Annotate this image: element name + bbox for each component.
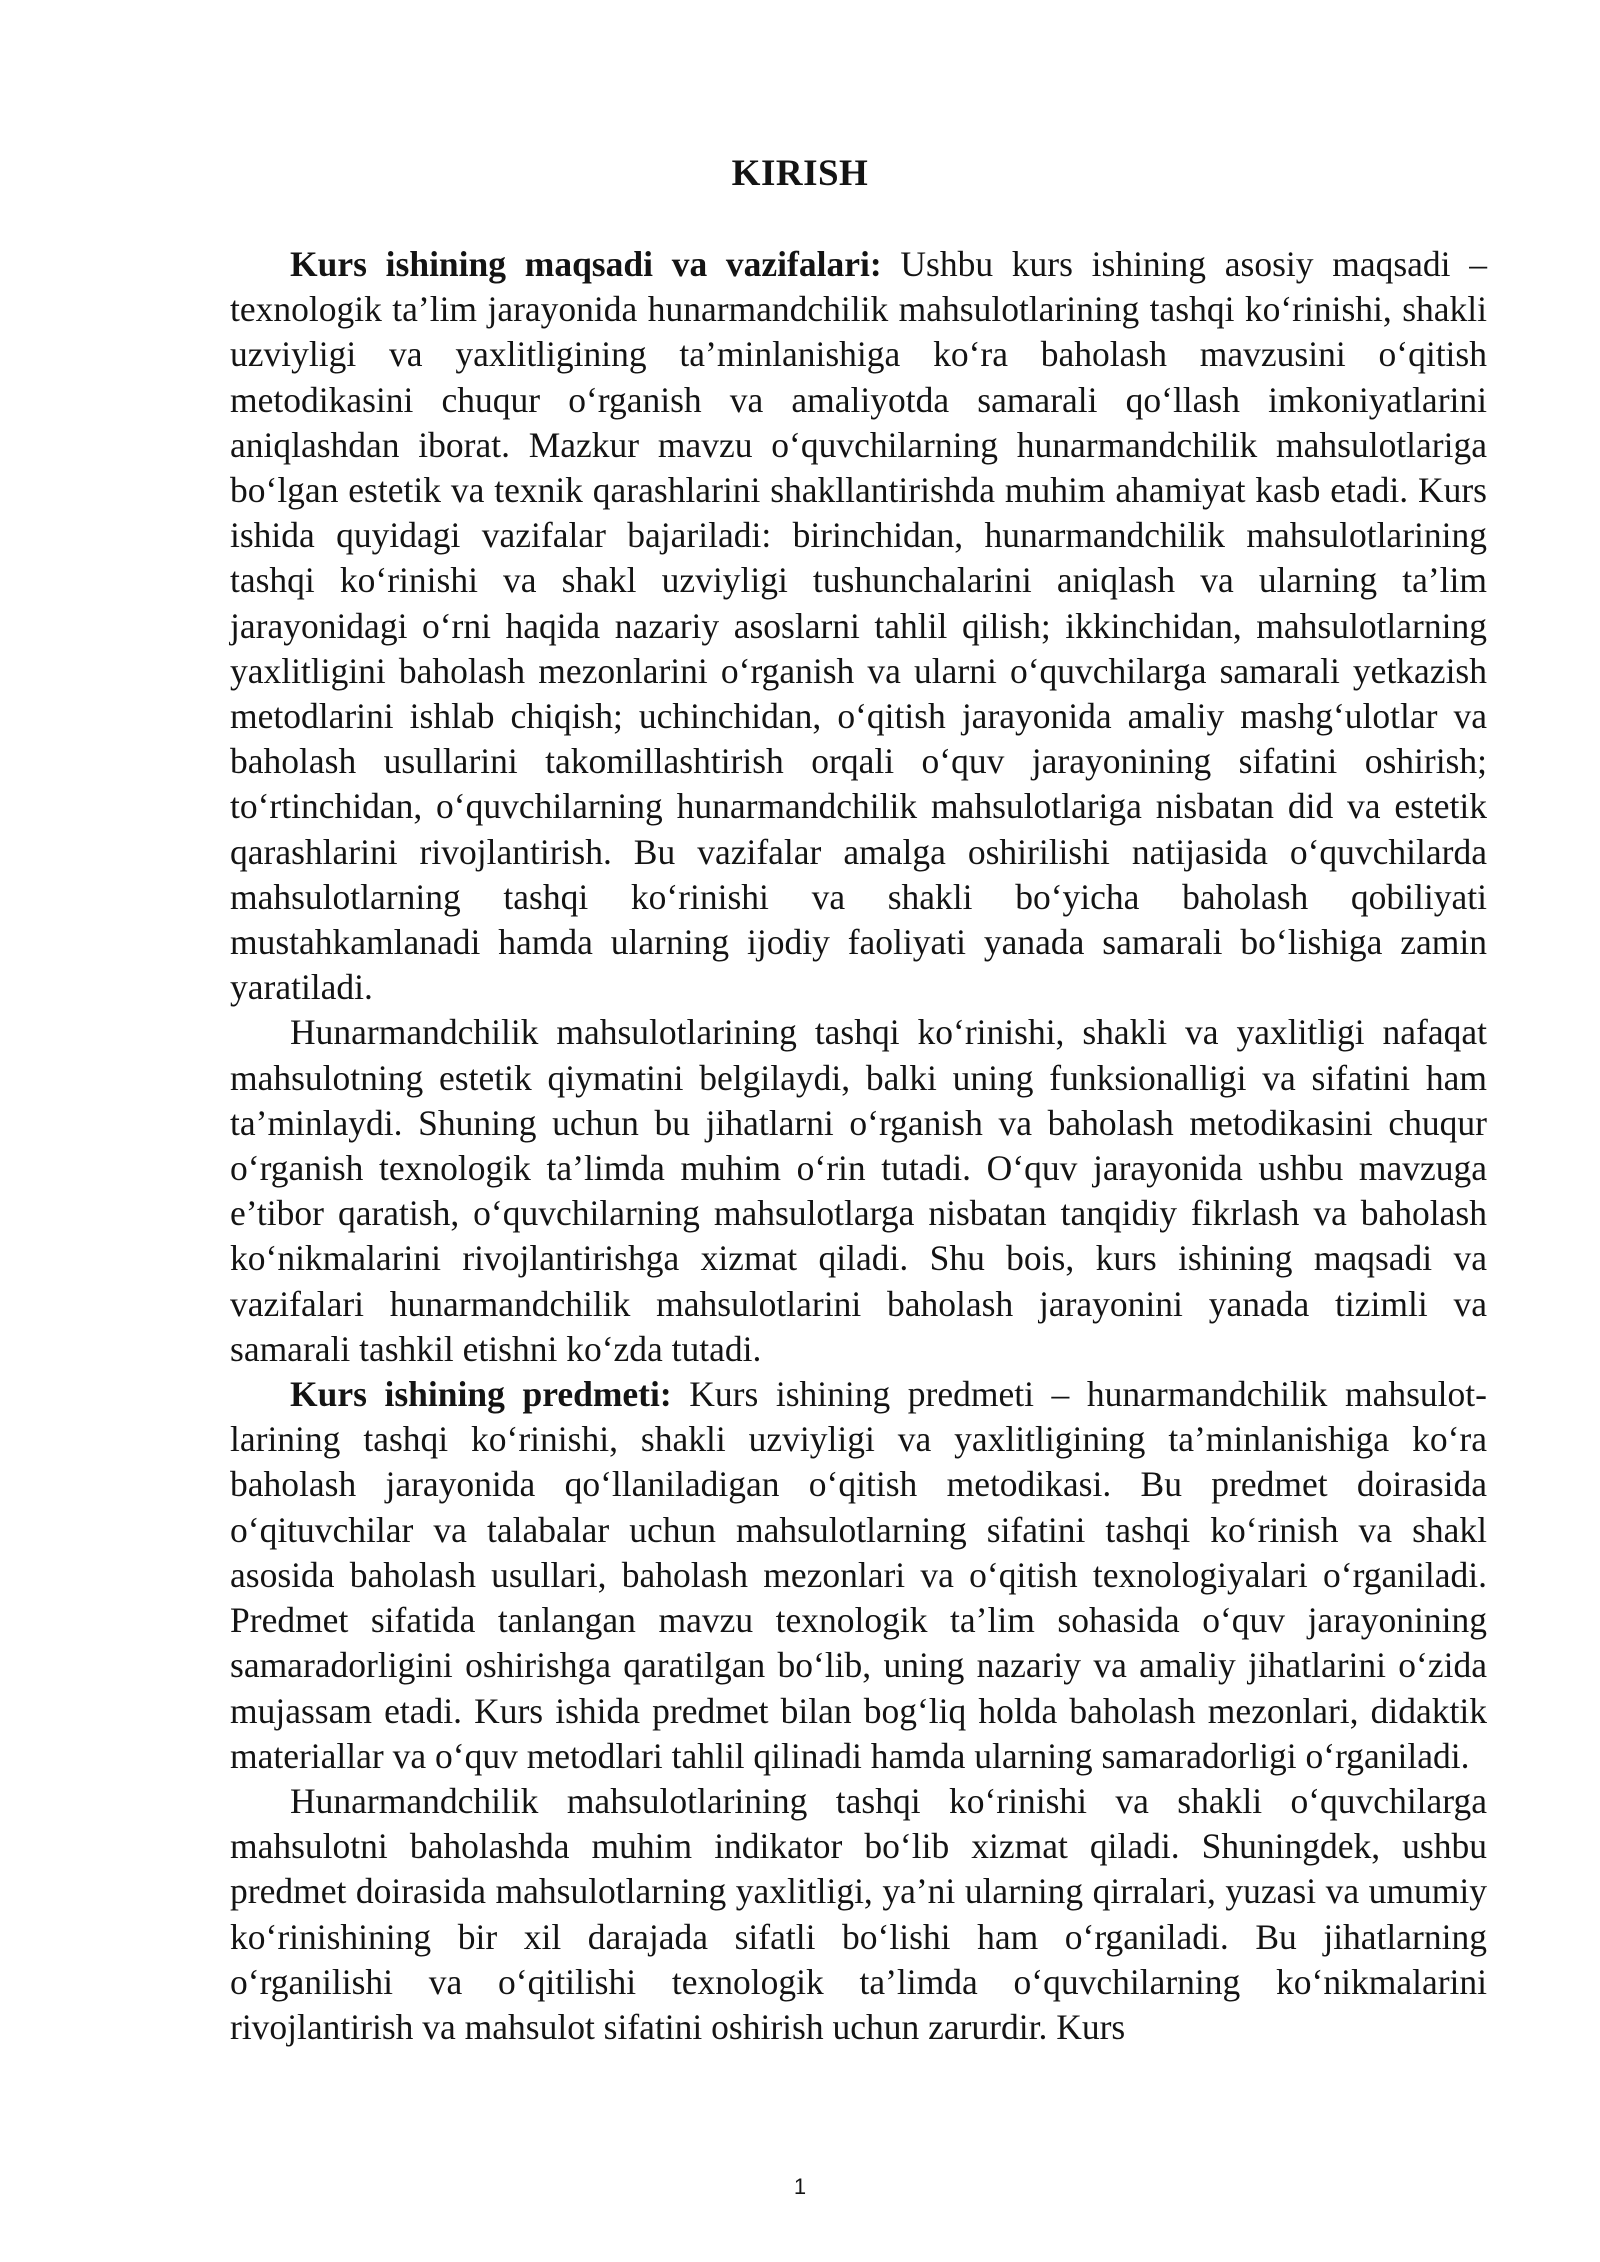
paragraph-subject [230, 1372, 1487, 1779]
paragraph-text: Hunarmandchilik mahsulotlarining tashqi ko‘rinishi va shakli o‘quvchilarga mahsulotni baholashda muhim indikator bo‘lib xizmat qiladi. Shuningdek, ushbu predmet doirasida mahsulotlarning yaxlitligi, ya’ni ularning qirralari, yuzasi va umumiy ko‘rinishining bir xil darajada sifatli bo‘lishi ham o‘rganiladi. Bu jihatlarning o‘rganilishi va o‘qitilishi texnologik ta’limda o‘quvchilarning ko‘nikmalarini rivojlantirish va mahsulot sifatini oshirish uchun zarurdir. Kurs [230, 1780, 1487, 2047]
paragraph-lead: Kurs ishining maqsadi va vazifalari: [290, 244, 882, 284]
paragraph-goals [230, 242, 1487, 1010]
page-title: KIRISH [731, 153, 869, 194]
paragraph-importance [230, 1010, 1487, 1372]
paragraph-text: Hunarmandchilik mahsulotlarining tashqi ko‘rinishi, shakli va yaxlitligi nafaqat mahsulotning estetik qiymatini belgilaydi, balki uning funksionalligi va sifatini ham ta’minlaydi. Shuning uchun bu jihatlarni o‘rganish va baholash metodikasini chuqur o‘rganish texnologik ta’limda muhim o‘rin tutadi. O‘quv jarayonida ushbu mavzuga e’tibor qaratish, o‘quvchilarning mahsulotlarga nisbatan tanqidiy fikrlash va baholash ko‘nikmalarini rivojlantirishga xizmat qiladi. Shu bois, kurs ishining maqsadi va vazifalari hunarmandchilik mahsulotlarini baholash jarayonini yanada tizimli va samarali tashkil etishni ko‘zda tutadi. [230, 1012, 1487, 1369]
paragraph-indicators [230, 1779, 1487, 2050]
page-number: 1 [793, 2174, 807, 2199]
paragraph-lead: Kurs ishining predmeti: [290, 1374, 672, 1415]
paragraph-text: Kurs ishining predmeti – hunarmandchilik mahsulotlarining tashqi ko‘rinishi, shakli uzviyligi va yaxlitligining ta’minlanishiga ko‘ra baholash jarayonida qo‘llaniladigan o‘qitish metodikasi. Bu predmet doirasida o‘qituvchilar va talabalar uchun mahsulotlarning sifatini tashqi ko‘rinish va shakl asosida baholash usullari, baholash mezonlari va o‘qitish texnologiyalari o‘rganiladi. Predmet sifatida tanlangan mavzu texnologik ta’lim sohasida o‘quv jarayonining samaradorligini oshirishga qaratilgan bo‘lib, uning nazariy va amaliy jihatlarini o‘zida mujassam etadi. Kurs ishida predmet bilan bog‘liq holda baholash mezonlari, didaktik materiallar va o‘quv metodlari tahlil qilinadi hamda ularning samaradorligi o‘rganiladi. [230, 1374, 1487, 1776]
body-text [230, 242, 1487, 2050]
paragraph-text: Ushbu kurs ishining asosiy maqsadi – texnologik ta’lim jarayonida hunarmandchilik mahsulotlarining tashqi ko‘rinishi, shakli uzviyligi va yaxlitligining ta’minlanishiga ko‘ra baholash mavzusini o‘qitish metodikasini chuqur o‘rganish va amaliyotda samarali qo‘llash imkoniyatlarini aniqlashdan iborat. Mazkur mavzu o‘quvchilarning hunarmandchilik mahsulotlariga bo‘lgan estetik va texnik qarashlarini shakllantirishda muhim ahamiyat kasb etadi. Kurs ishida quyidagi vazifalar bajariladi: birinchidan, hunarmandchilik mahsulotlarining tashqi ko‘rinishi va shakl uzviyligi tushunchalarini aniqlash va ularning ta’lim jarayonidagi o‘rni haqida nazariy asoslarni tahlil qilish; ikkinchidan, mahsulotlarning yaxlitligini baholash mezonlarini o‘rganish va ularni o‘quvchilarga samarali yetkazish metodlarini ishlab chiqish; uchinchidan, o‘qitish jarayonida amaliy mashg‘ulotlar va baholash usullarini takomillashtirish orqali o‘quv jarayonining sifatini oshirish; to‘rtinchidan, o‘quvchilarning hunarmandchilik mahsulotlariga nisbatan did va estetik qarashlarini rivojlantirish. Bu vazifalar amalga oshirilishi natijasida o‘quvchilarda mahsulotlarning tashqi ko‘rinishi va shakli bo‘yicha baholash qobiliyati mustahkamlanadi hamda ularning ijodiy faoliyati yanada samarali bo‘lishiga zamin yaratiladi. [230, 244, 1487, 1008]
